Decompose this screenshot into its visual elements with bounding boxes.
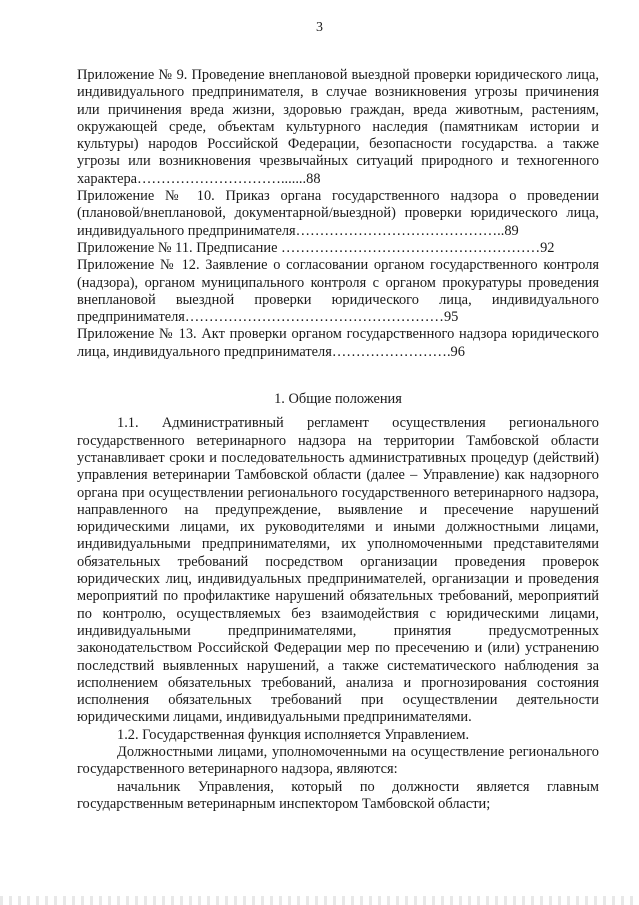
table-of-contents bbox=[77, 67, 599, 361]
toc-entry-text: Приложение № 10. Приказ органа государственного надзора о проведении (плановой/внеплановой, документарной/выездной) проверки юридического лица, индивидуального предпринимателя…………………………………….. bbox=[77, 188, 599, 239]
toc-entry-text: Приложение № 11. Предписание ……………………………………………… bbox=[77, 239, 541, 256]
toc-entry-appendix-13 bbox=[77, 326, 599, 361]
toc-entry-page: 89 bbox=[504, 222, 519, 239]
paragraph-head-of-department: начальник Управления, который по должности является главным государственным ветеринарным инспектором Тамбовской области; bbox=[77, 778, 599, 812]
paragraph-1-1: 1.1. Административный регламент осуществления регионального государственного ветеринарного надзора на территории Тамбовской области устанавливает сроки и последовательность административных процедур (действий) управления ветеринарии Тамбовской области (далее – Управление) как надзорного органа при осуществлении регионального государственного ветеринарного надзора, направленного на предупреждение, выявление и пресечение нарушений юридическими лицами, их руководителями и иными должностными лицами, индивидуальными предпринимателями, их уполномоченными представителями обязательных требований посредством организации проведения проверок юридических лиц, индивидуальных предпринимателей, организации и проведения мероприятий по профилактике нарушений обязательных требований, мероприятий по контролю, осуществляемых без взаимодействия с юридическими лицами, индивидуальными предпринимателями, принятия предусмотренных законодательством Российской Федерации мер по пресечению и (или) устранению последствий выявленных нарушений, а также систематического наблюдения за исполнением обязательных требований, анализа и прогнозирования состояния исполнения обязательных требований при осуществлении деятельности юридическими лицами, индивидуальными предпринимателями. bbox=[77, 415, 599, 726]
toc-entry-text: Приложение № 9. Проведение внеплановой выездной проверки юридического лица, индивидуального предпринимателя, в случае возникновения угрозы причинения или причинения вреда жизни, здоровью граждан, вреда животным, растениям, окружающей среде, объектам культурного наследия (памятникам истории и культуры) народов Российской Федерации, безопасности государства. а также угрозы или возникновения чрезвычайных ситуаций природного и техногенного характера…………………………....... bbox=[77, 67, 599, 187]
document-body bbox=[77, 67, 599, 813]
toc-entry-appendix-10 bbox=[77, 188, 599, 240]
toc-entry-appendix-12 bbox=[77, 257, 599, 326]
toc-entry-text: Приложение № 12. Заявление о согласовании органом государственного контроля (надзора), органом муниципального контроля с органом прокуратуры проведения внеплановой выездной проверки юридического лица, индивидуального предпринимателя……………………………………………… bbox=[77, 257, 599, 326]
toc-entry-appendix-9 bbox=[77, 67, 599, 188]
paragraph-1-2: 1.2. Государственная функция исполняется Управлением. bbox=[117, 726, 470, 743]
toc-entry-text: Приложение № 13. Акт проверки органом государственного надзора юридического лица, индивидуального предпринимателя……………………. bbox=[77, 326, 599, 360]
toc-entry-page: 88 bbox=[306, 170, 321, 187]
section-heading: 1. Общие положения bbox=[274, 391, 402, 408]
toc-entry-page: 92 bbox=[540, 239, 555, 256]
paragraph-officials: Должностными лицами, уполномоченными на осуществление регионального государственного ветеринарного надзора, являются: bbox=[77, 743, 599, 778]
toc-entry-appendix-11 bbox=[77, 240, 599, 257]
toc-entry-page: 96 bbox=[450, 343, 465, 360]
scan-edge-artifact bbox=[0, 896, 639, 905]
toc-entry-page: 95 bbox=[443, 309, 459, 326]
page-number: 3 bbox=[316, 20, 323, 35]
